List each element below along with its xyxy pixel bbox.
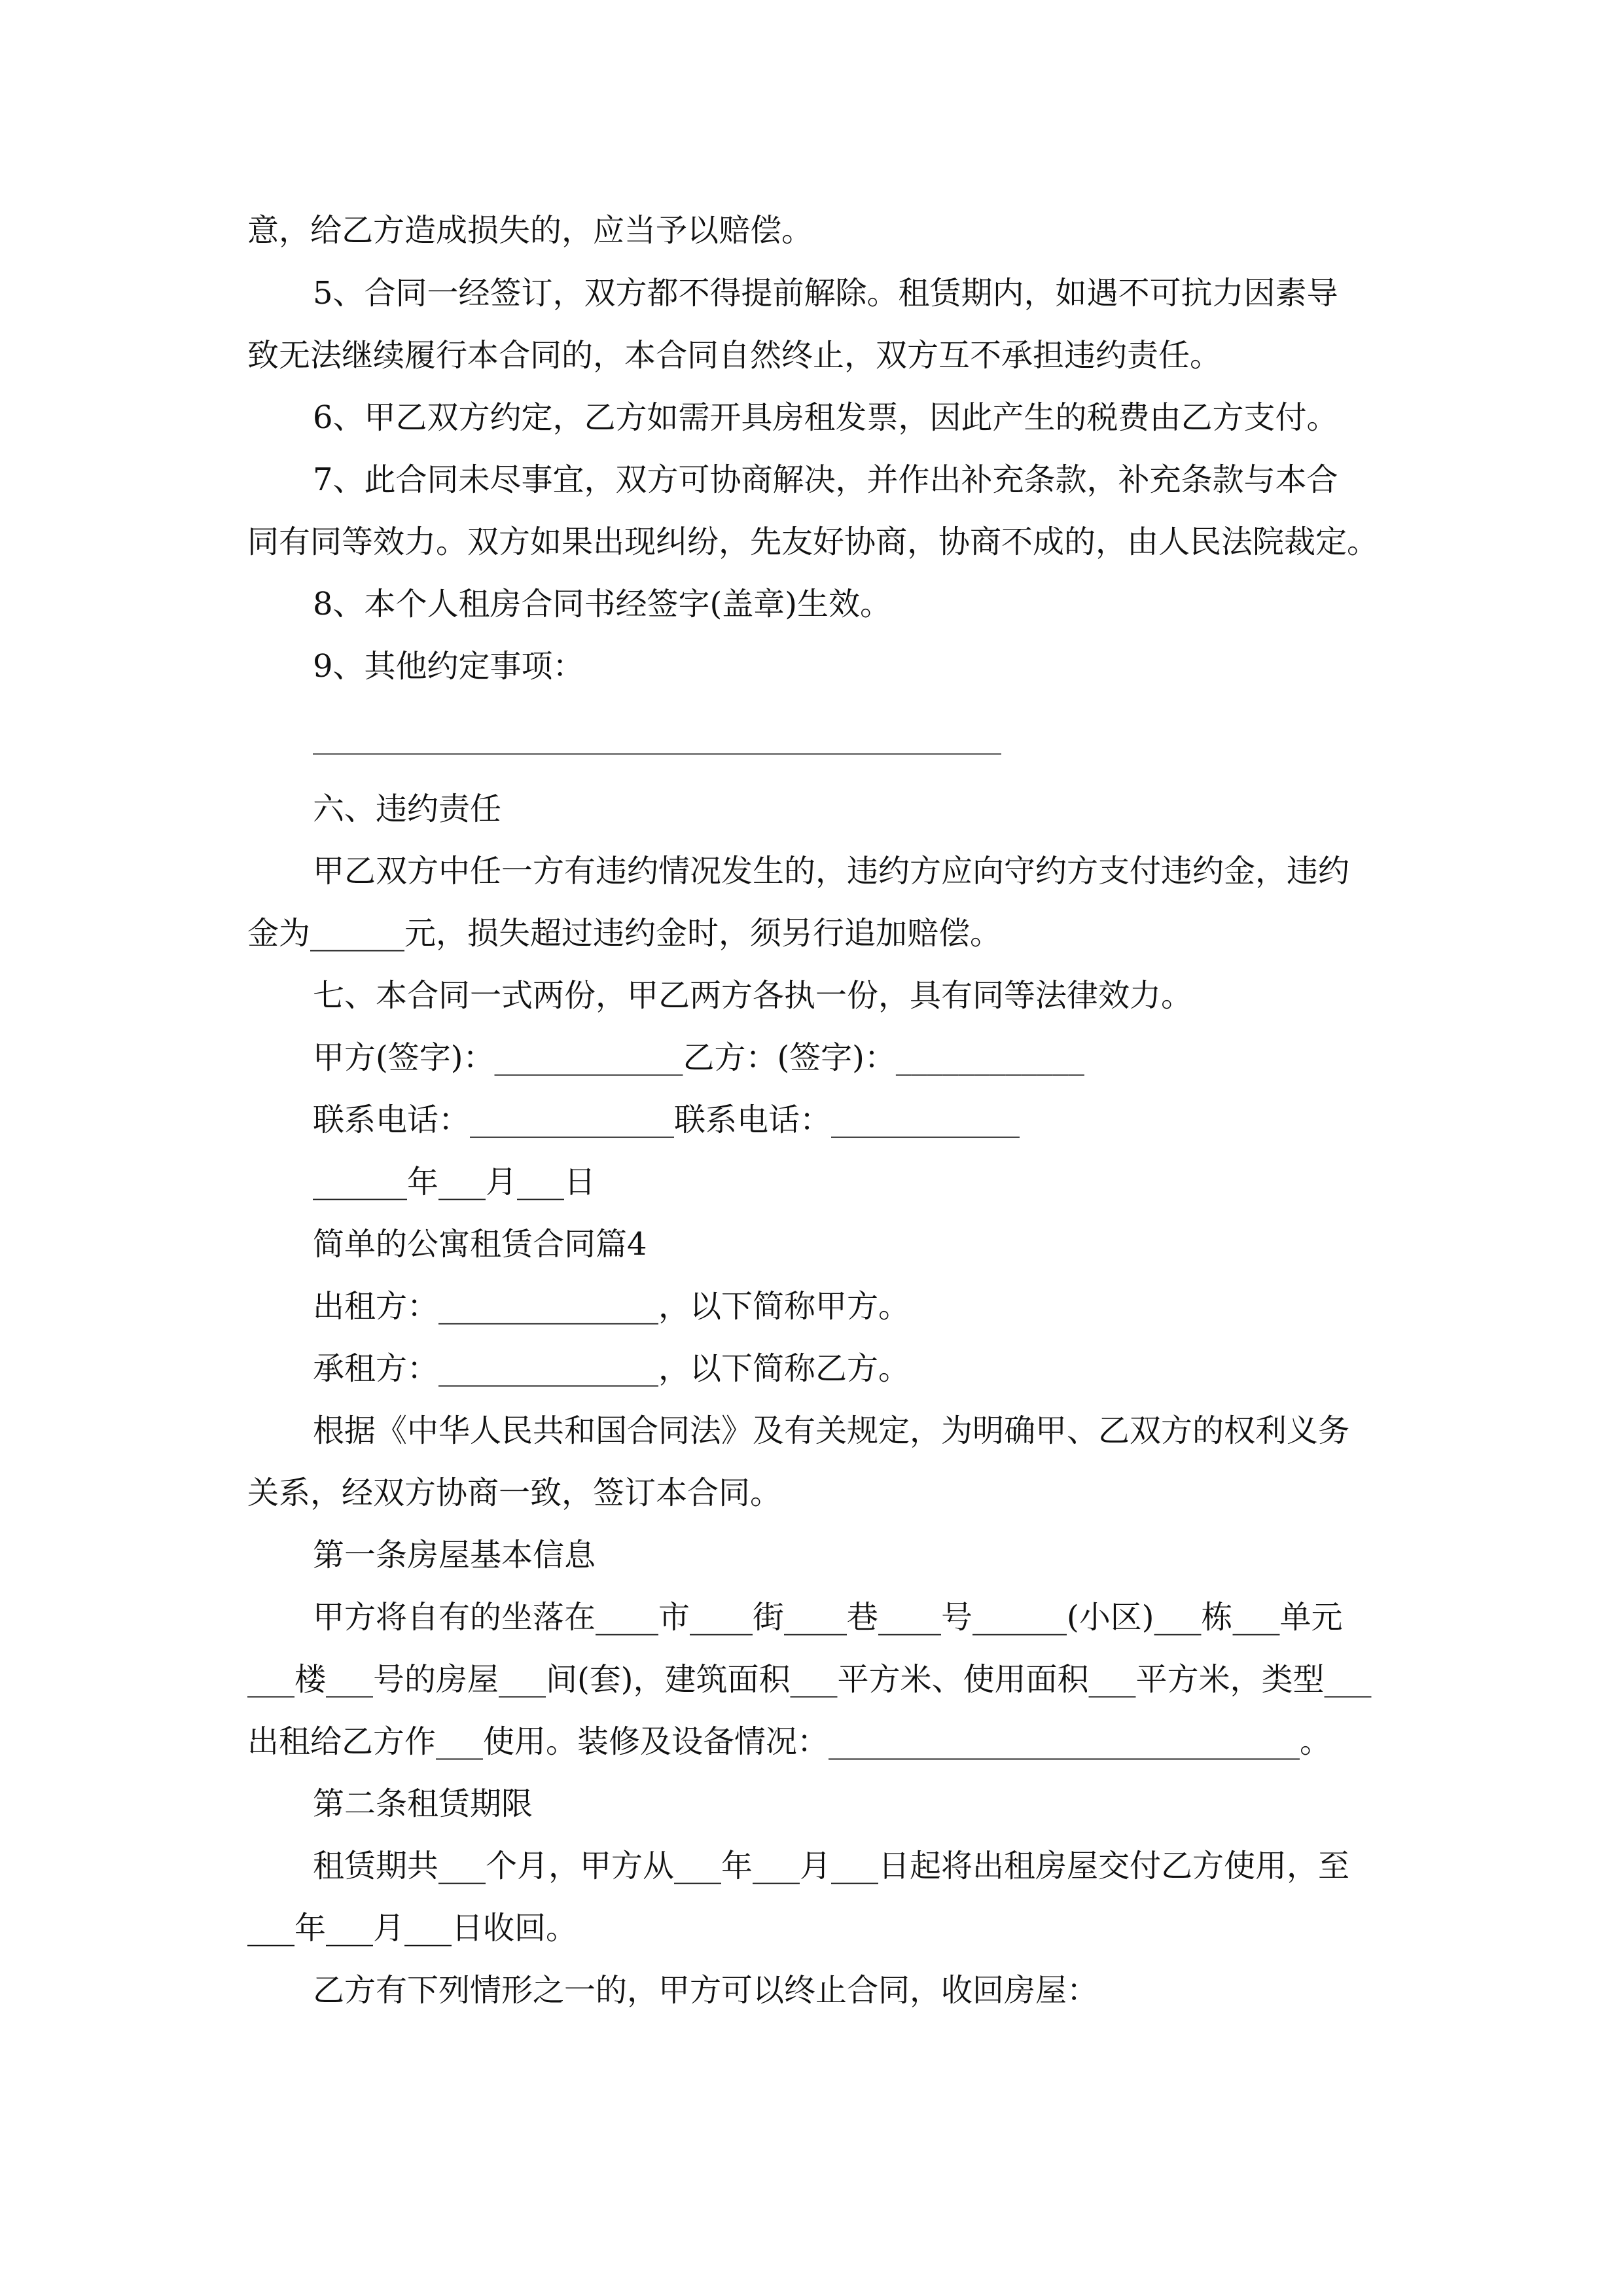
article-heading: 第二条租赁期限 [313, 1785, 533, 1822]
paragraph-line: 根据《中华人民共和国合同法》及有关规定，为明确甲、乙双方的权利义务 [313, 1412, 1350, 1449]
paragraph-line: 意，给乙方造成损失的，应当予以赔偿。 [247, 212, 813, 249]
paragraph-line: 甲乙双方中任一方有违约情况发生的，违约方应向守约方支付违约金，违约 [313, 853, 1350, 889]
paragraph-line: 七、本合同一式两份，甲乙两方各执一份，具有同等法律效力。 [313, 977, 1193, 1014]
paragraph-line: 5、合同一经签订，双方都不得提前解除。租赁期内，如遇不可抗力因素导 [313, 275, 1338, 312]
paragraph-line: ___年___月___日收回。 [247, 1910, 578, 1946]
document-title: 简单的公寓租赁合同篇4 [313, 1226, 647, 1263]
section-heading: 六、违约责任 [313, 791, 502, 827]
paragraph-line: 致无法继续履行本合同的，本合同自然终止，双方互不承担违约责任。 [247, 337, 1222, 374]
paragraph-line: 甲方将自有的坐落在____市____街____巷____号______(小区)___栋___单元 [313, 1599, 1343, 1636]
paragraph-line: 金为______元，损失超过违约金时，须另行追加赔偿。 [247, 915, 1002, 952]
paragraph-line: 出租给乙方作___使用。装修及设备情况：______________________________。 [247, 1723, 1332, 1760]
paragraph-line: 乙方有下列情形之一的，甲方可以终止合同，收回房屋： [313, 1972, 1099, 2009]
lessee-line: 承租方：______________，以下简称乙方。 [313, 1350, 910, 1387]
paragraph-line: 7、此合同未尽事宜，双方可协商解决，并作出补充条款，补充条款与本合 [313, 461, 1338, 498]
paragraph-line: 关系，经双方协商一致，签订本合同。 [247, 1475, 782, 1511]
lessor-line: 出租方：______________，以下简称甲方。 [313, 1288, 910, 1325]
paragraph-line: 8、本个人租房合同书经签字(盖章)生效。 [313, 586, 891, 622]
paragraph-line: 租赁期共___个月，甲方从___年___月___日起将出租房屋交付乙方使用，至 [313, 1848, 1350, 1884]
date-line: ______年___月___日 [313, 1164, 596, 1200]
article-heading: 第一条房屋基本信息 [313, 1537, 596, 1573]
paragraph-line: 同有同等效力。双方如果出现纠纷，先友好协商，协商不成的，由人民法院裁定。 [247, 524, 1379, 560]
phone-line: 联系电话：_____________联系电话：____________ [313, 1102, 1020, 1138]
signature-line: 甲方(签字)：____________乙方：(签字)：____________ [313, 1039, 1084, 1076]
paragraph-line: ___楼___号的房屋___间(套)，建筑面积___平方米、使用面积___平方米，类型___ [247, 1661, 1372, 1698]
paragraph-line: 6、甲乙双方约定，乙方如需开具房租发票，因此产生的税费由乙方支付。 [313, 399, 1338, 436]
blank-fill-line [313, 753, 1001, 755]
paragraph-line: 9、其他约定事项： [313, 648, 584, 685]
